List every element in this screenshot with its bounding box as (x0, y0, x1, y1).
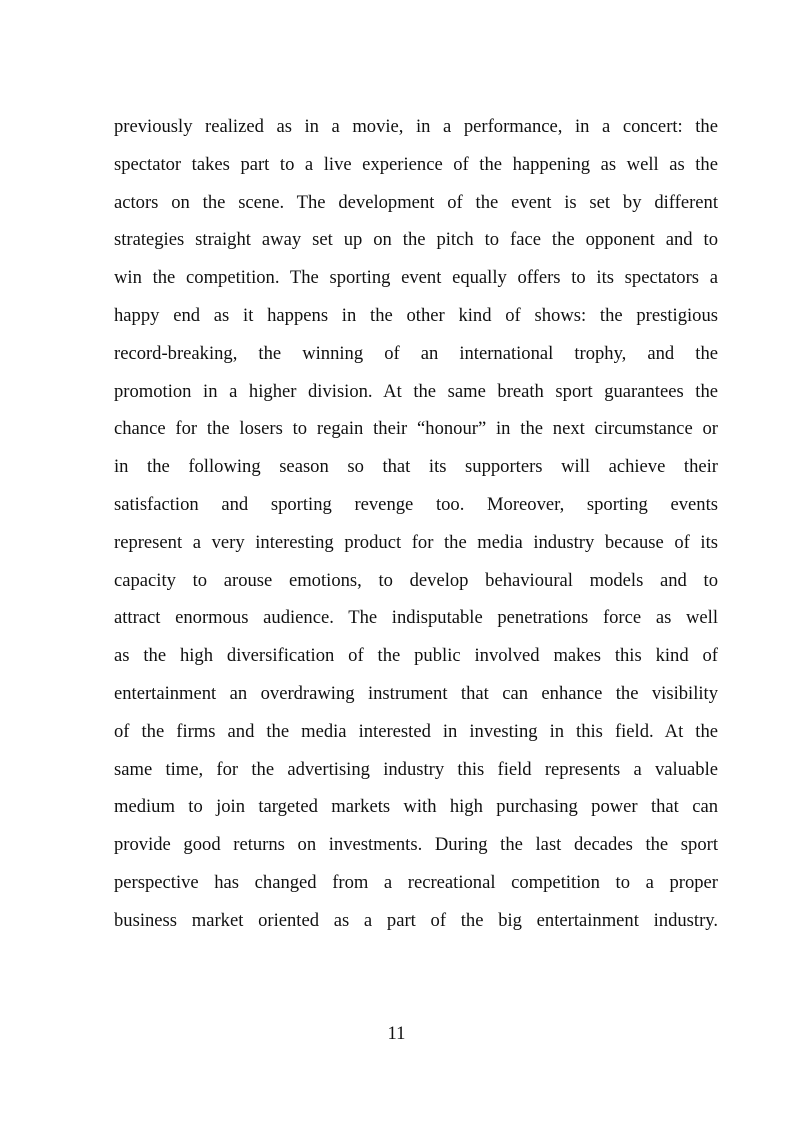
text-line-7: record-breaking, the winning of an international trophy, and the (114, 342, 718, 364)
text-line-22: business market oriented as a part of the big entertainment industry. (114, 909, 718, 931)
body-paragraph (114, 108, 718, 940)
text-line-8: promotion in a higher division. At the same breath sport guarantees the (114, 380, 718, 402)
text-line-10: in the following season so that its supporters will achieve their (114, 456, 718, 478)
text-line-6: happy end as it happens in the other kind of shows: the prestigious (114, 304, 718, 326)
text-line-1: previously realized as in a movie, in a performance, in a concert: the (114, 116, 718, 137)
text-line-16: entertainment an overdrawing instrument that can enhance the visibility (114, 682, 718, 704)
text-line-14: attract enormous audience. The indisputable penetrations force as well (114, 607, 718, 629)
text-line-21: perspective has changed from a recreational competition to a proper (114, 871, 718, 893)
text-line-9: chance for the losers to regain their “honour” in the next circumstance or (114, 418, 718, 440)
text-line-13: capacity to arouse emotions, to develop behavioural models and to (114, 569, 718, 591)
text-line-4: strategies straight away set up on the pitch to face the opponent and to (114, 229, 718, 251)
text-line-17: of the firms and the media interested in investing in this field. At the (114, 720, 718, 742)
text-line-2: spectator takes part to a live experience of the happening as well as the (114, 153, 718, 175)
text-line-3: actors on the scene. The development of the event is set by different (114, 191, 718, 213)
text-line-18: same time, for the advertising industry this field represents a valuable (114, 758, 718, 780)
text-line-19: medium to join targeted markets with high purchasing power that can (114, 796, 718, 818)
text-line-11: satisfaction and sporting revenge too. Moreover, sporting events (114, 493, 718, 515)
text-line-20: provide good returns on investments. During the last decades the sport (114, 834, 718, 856)
text-line-12: represent a very interesting product for the media industry because of its (114, 531, 718, 553)
page-number: 11 (387, 1023, 406, 1044)
text-line-5: win the competition. The sporting event equally offers to its spectators a (114, 267, 718, 289)
text-line-15: as the high diversification of the public involved makes this kind of (114, 645, 718, 667)
